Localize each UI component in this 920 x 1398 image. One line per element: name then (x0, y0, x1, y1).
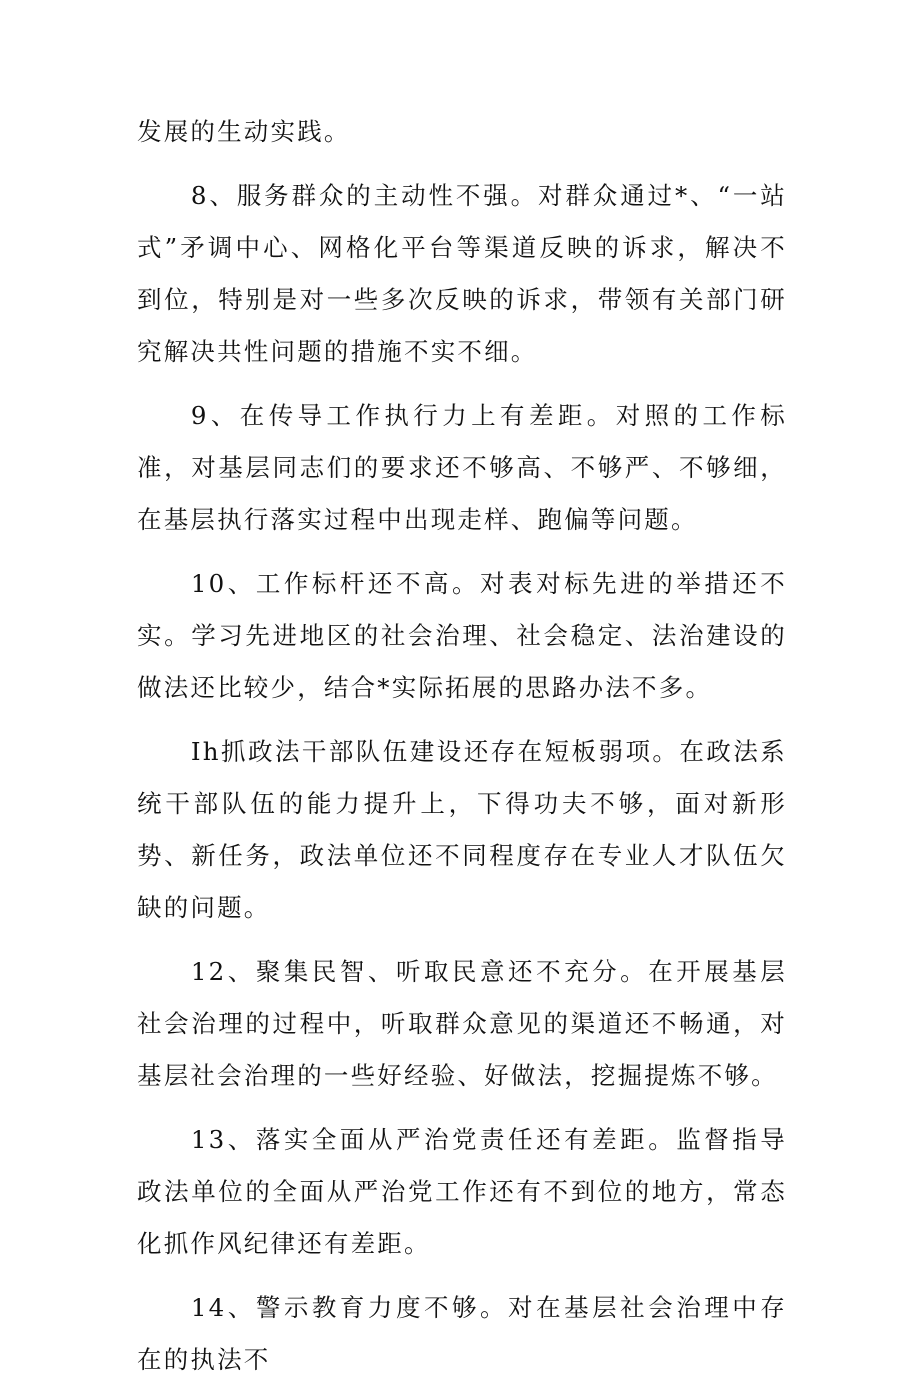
paragraph-item-10: 10、工作标杆还不高。对表对标先进的举措还不实。学习先进地区的社会治理、社会稳定、法治建设的做法还比较少，结合*实际拓展的思路办法不多。 (137, 569, 787, 702)
paragraph-continuation: 发展的生动实践。 (137, 117, 351, 146)
paragraph-item-8: 8、服务群众的主动性不强。对群众通过*、“一站式”矛调中心、网格化平台等渠道反映的诉求，解决不到位，特别是对一些多次反映的诉求，带领有关部门研究解决共性问题的措施不实不细。 (137, 181, 787, 366)
paragraph-item-9: 9、在传导工作执行力上有差距。对照的工作标准，对基层同志们的要求还不够高、不够严、不够细，在基层执行落实过程中出现走样、跑偏等问题。 (137, 401, 787, 534)
paragraph-item-14: 14、警示教育力度不够。对在基层社会治理中存在的执法不 (137, 1293, 787, 1374)
paragraph-item-12: 12、聚集民智、听取民意还不充分。在开展基层社会治理的过程中，听取群众意见的渠道还不畅通，对基层社会治理的一些好经验、好做法，挖掘提炼不够。 (137, 957, 787, 1090)
document-body (137, 106, 787, 1398)
paragraph-item-13: 13、落实全面从严治党责任还有差距。监督指导政法单位的全面从严治党工作还有不到位的地方，常态化抓作风纪律还有差距。 (137, 1125, 787, 1258)
paragraph-item-11: Ih抓政法干部队伍建设还存在短板弱项。在政法系统干部队伍的能力提升上，下得功夫不够，面对新形势、新任务，政法单位还不同程度存在专业人才队伍欠缺的问题。 (137, 737, 787, 922)
